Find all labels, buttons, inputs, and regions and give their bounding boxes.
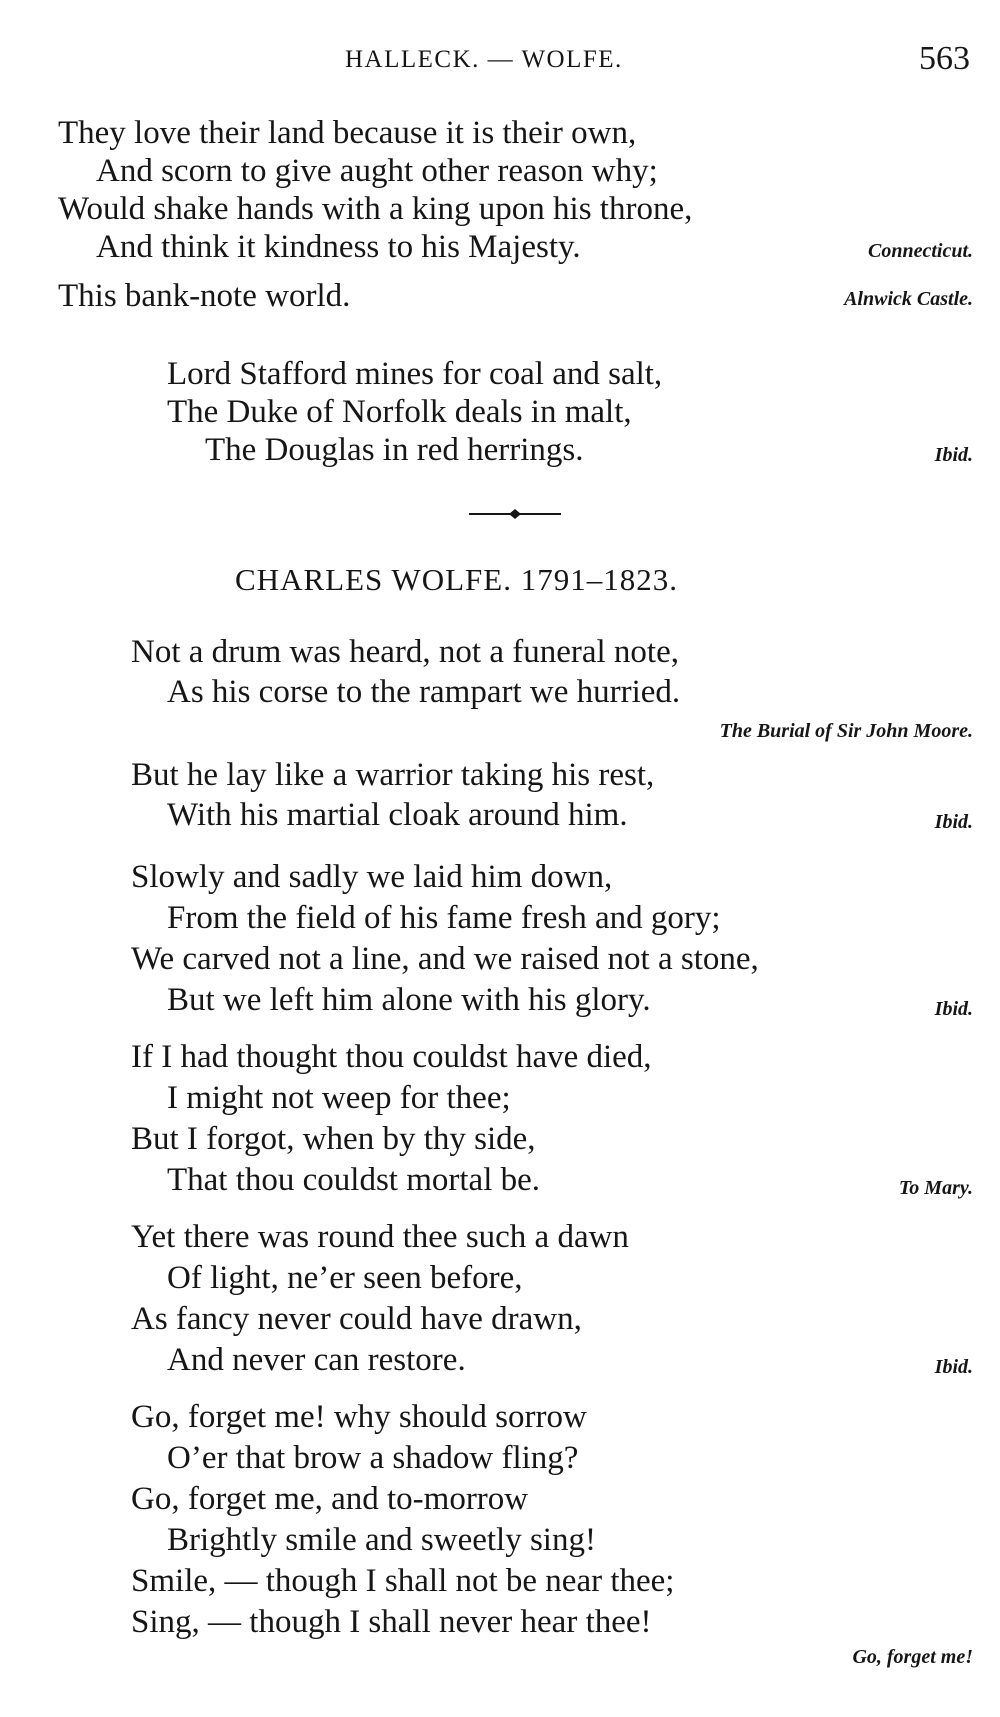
citation: Alnwick Castle. xyxy=(844,288,973,310)
verse-line: They love their land because it is their own, xyxy=(58,115,637,151)
verse-line: Lord Stafford mines for coal and salt, xyxy=(167,356,663,392)
verse-line: Would shake hands with a king upon his throne, xyxy=(58,191,693,227)
verse-line: And think it kindness to his Majesty. xyxy=(96,229,581,265)
citation: Go, forget me! xyxy=(852,1646,973,1668)
verse-line: O’er that brow a shadow fling? xyxy=(167,1440,579,1476)
verse-line: If I had thought thou couldst have died, xyxy=(131,1039,652,1075)
verse-line: The Douglas in red herrings. xyxy=(205,432,584,468)
verse-line: I might not weep for thee; xyxy=(167,1080,511,1116)
verse-line: As fancy never could have drawn, xyxy=(131,1301,582,1337)
verse-line: Yet there was round thee such a dawn xyxy=(131,1219,629,1255)
verse-line: We carved not a line, and we raised not a stone, xyxy=(131,941,759,977)
verse-line: The Duke of Norfolk deals in malt, xyxy=(167,394,632,430)
verse-line: That thou couldst mortal be. xyxy=(167,1162,541,1198)
verse-line: Not a drum was heard, not a funeral note, xyxy=(131,634,679,670)
citation: Ibid. xyxy=(934,998,973,1020)
verse-line: But we left him alone with his glory. xyxy=(167,982,651,1018)
running-head xyxy=(0,40,1000,90)
verse-line: As his corse to the rampart we hurried. xyxy=(167,674,681,710)
verse-line: And scorn to give aught other reason why; xyxy=(96,153,658,189)
verse-line: Sing, — though I shall never hear thee! xyxy=(131,1604,652,1640)
verse-line: Brightly smile and sweetly sing! xyxy=(167,1522,596,1558)
section-divider-ornament xyxy=(469,508,561,520)
verse-line: Go, forget me! why should sorrow xyxy=(131,1399,587,1435)
section-title: CHARLES WOLFE. 1791–1823. xyxy=(235,562,678,597)
citation: The Burial of Sir John Moore. xyxy=(719,720,973,742)
citation: Ibid. xyxy=(934,811,973,833)
verse-line: But I forgot, when by thy side, xyxy=(131,1121,536,1157)
verse-line: From the field of his fame fresh and gory; xyxy=(167,900,721,936)
citation: Ibid. xyxy=(934,1356,973,1378)
verse-line: And never can restore. xyxy=(167,1342,466,1378)
verse-line: Go, forget me, and to-morrow xyxy=(131,1481,529,1517)
verse-line: But he lay like a warrior taking his rest, xyxy=(131,757,655,793)
verse-line: With his martial cloak around him. xyxy=(167,797,628,833)
citation: Connecticut. xyxy=(867,240,973,262)
citation: Ibid. xyxy=(934,444,973,466)
verse-line: This bank-note world. xyxy=(58,278,351,314)
verse-line: Smile, — though I shall not be near thee; xyxy=(131,1563,675,1599)
verse-line: Slowly and sadly we laid him down, xyxy=(131,859,613,895)
page-number: 563 xyxy=(919,40,970,77)
citation: To Mary. xyxy=(898,1177,973,1199)
verse-line: Of light, ne’er seen before, xyxy=(167,1260,523,1296)
running-head-title: HALLECK. — WOLFE. xyxy=(345,46,623,73)
